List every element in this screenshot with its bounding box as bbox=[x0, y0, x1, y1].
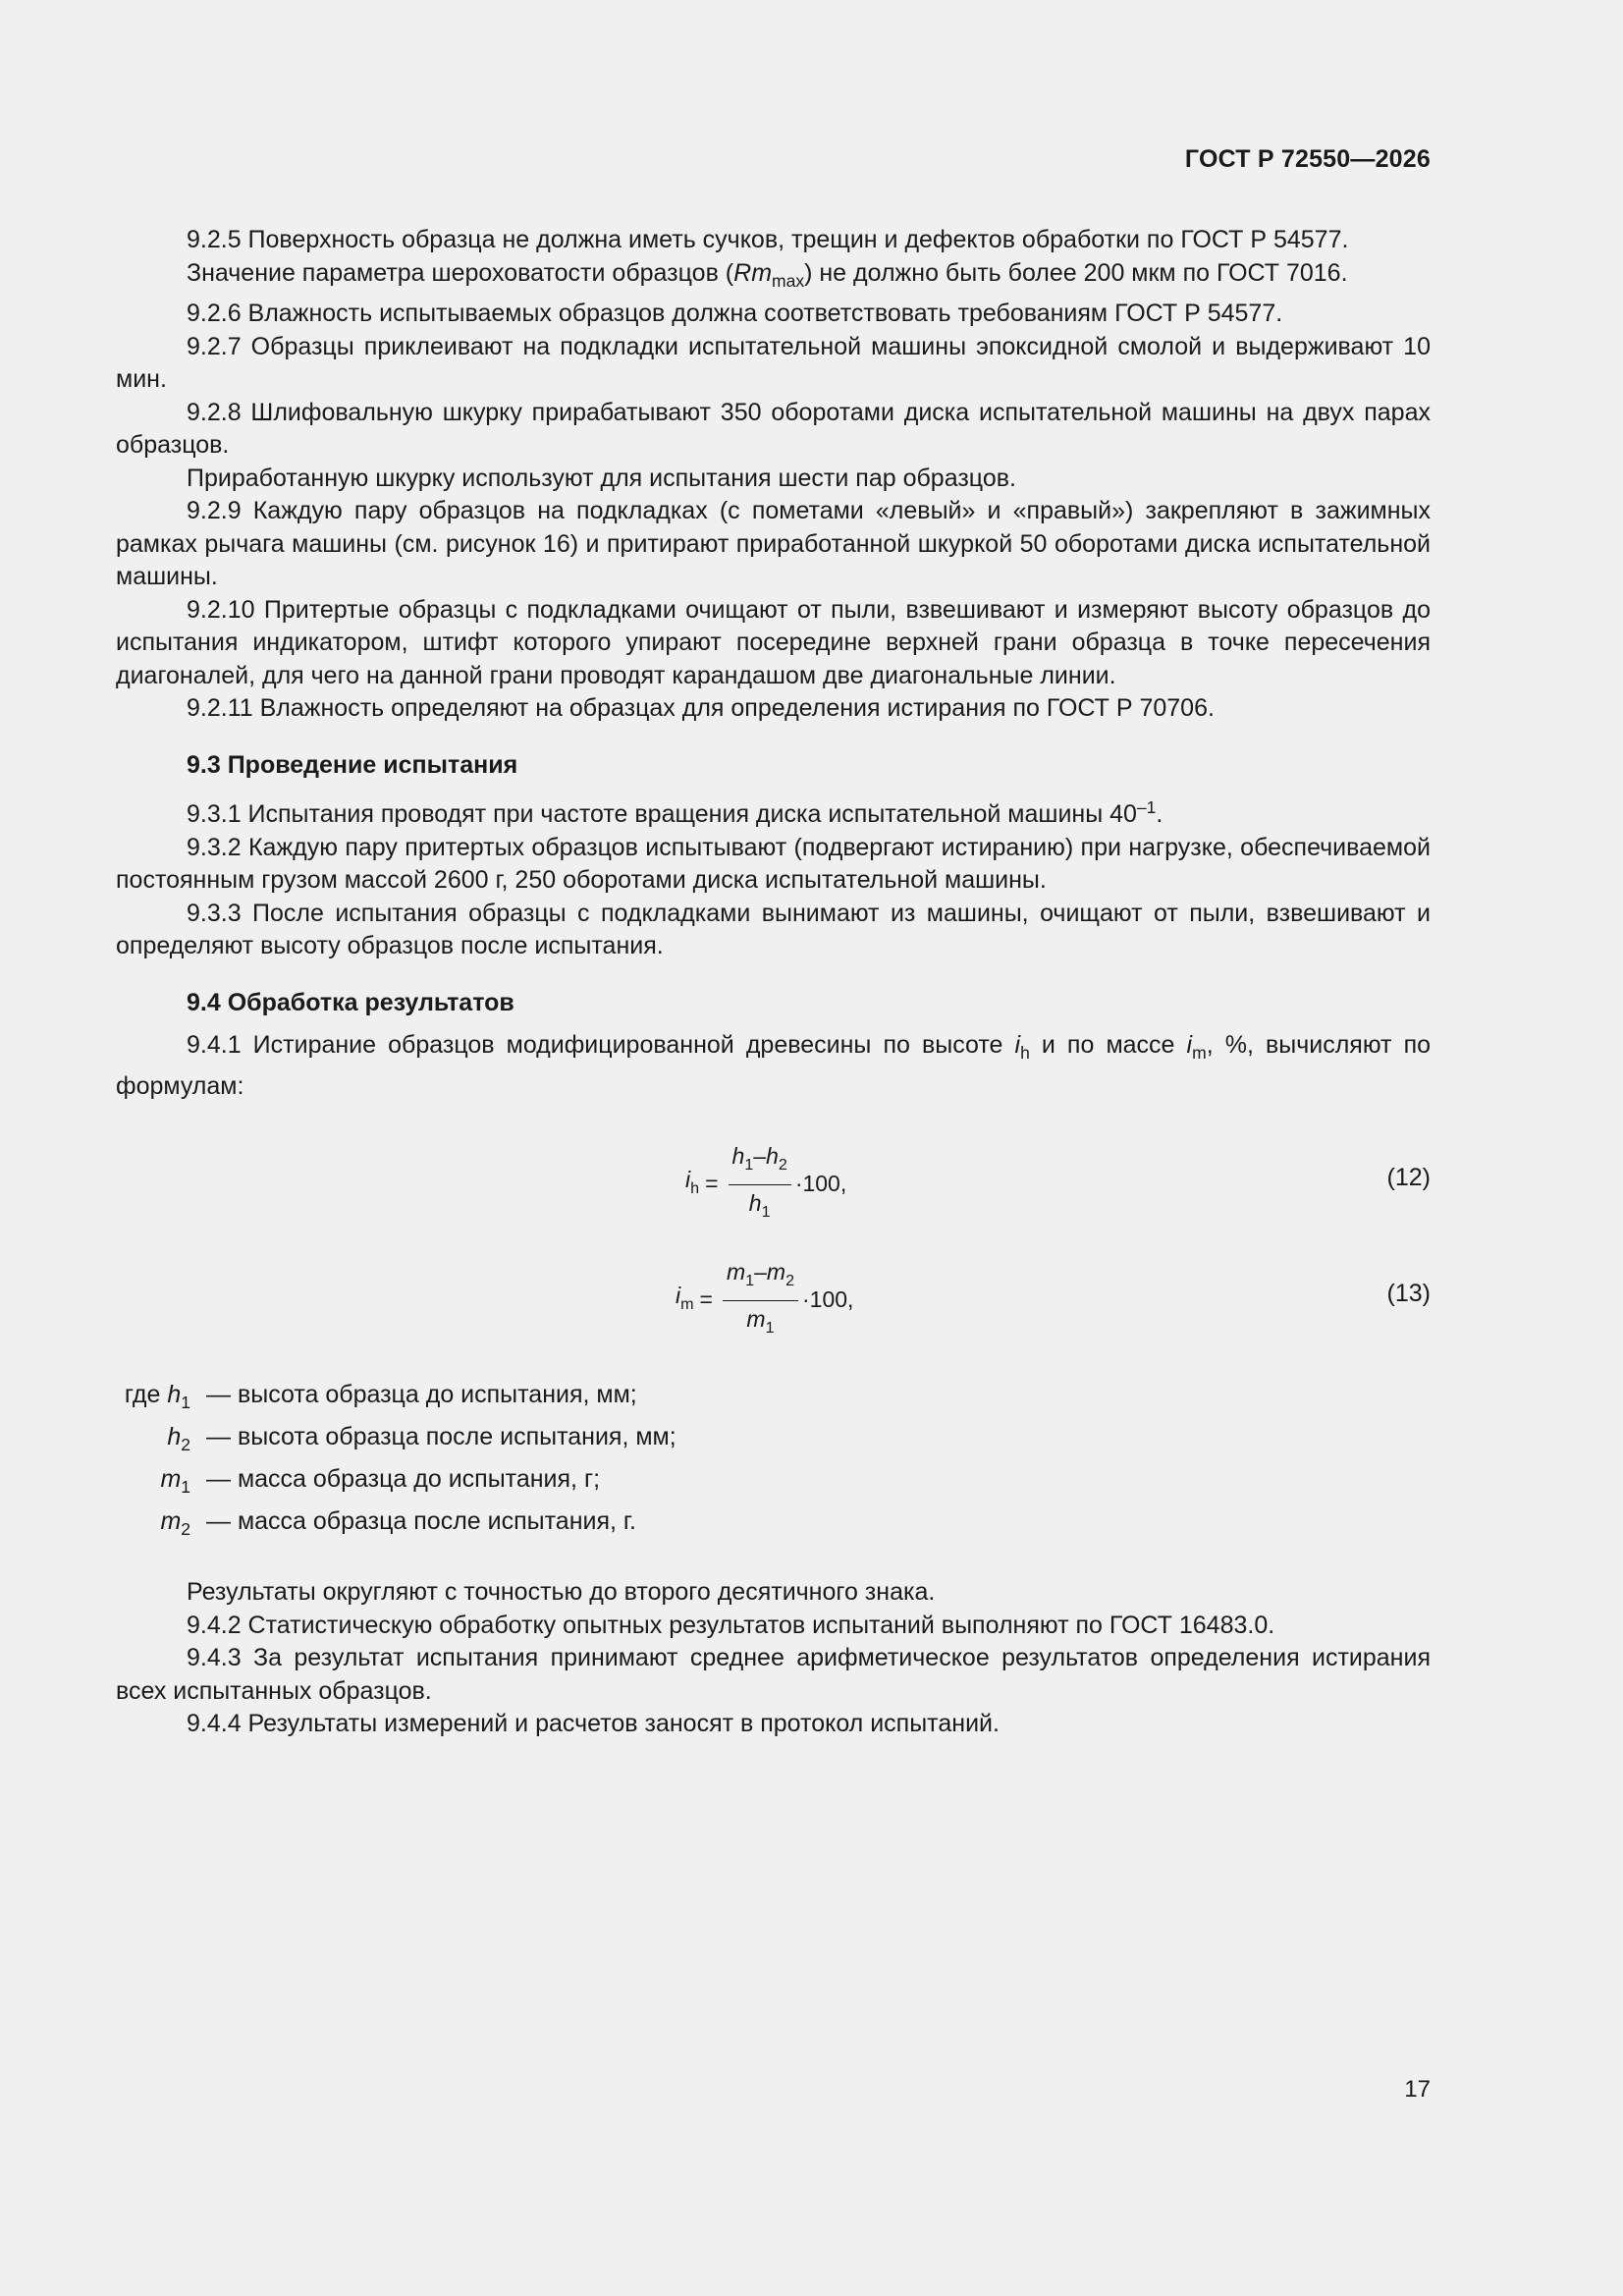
paragraph: 9.3.2 Каждую пару притертых образцов испытывают (подвергают истиранию) при нагрузке, обеспечиваемой постоянным грузом массой 2600 г, 250 оборотами диска испытательной машины. bbox=[116, 833, 1431, 894]
paragraph: 9.2.11 Влажность определяют на образцах для определения истирания по ГОСТ Р 70706. bbox=[187, 694, 1215, 722]
paragraph: 9.2.10 Притертые образцы с подкладками очищают от пыли, взвешивают и измеряют высоту образцов до испытания индикатором, штифт которого упирают посередине верхней грани образца в точке пересечения диагоналей, для чего на данной грани проводят карандашом две диагональные линии. bbox=[116, 595, 1431, 689]
section-heading: 9.3 Проведение испытания bbox=[187, 750, 518, 779]
formula-number: (13) bbox=[1386, 1280, 1431, 1307]
page-number: 17 bbox=[1404, 2076, 1431, 2103]
paragraph-roughness: Значение параметра шероховатости образцов $(Rm_{max})$ не должно быть более 200 мкм по ГОСТ 7016. bbox=[187, 258, 1348, 291]
paragraph: 9.4.2 Статистическую обработку опытных результатов испытаний выполняют по ГОСТ 16483.0. bbox=[187, 1611, 1275, 1639]
paragraph: 9.2.9 Каждую пару образцов на подкладках (с пометами «левый» и «правый») закрепляют в зажимных рамках рычага машины (см. рисунок 16) и притирают приработанной шкуркой 50 оборотами диска испытательной машины. bbox=[116, 497, 1431, 590]
fraction: $\frac{m_1-m_2}{m_1}$ bbox=[723, 1256, 798, 1344]
results-section bbox=[116, 1576, 1431, 1741]
formula-12 bbox=[116, 1136, 1431, 1225]
paragraph: 9.2.5 Поверхность образца не должна иметь сучков, трещин и дефектов обработки по ГОСТ Р 54577. bbox=[187, 226, 1349, 253]
paragraph: 9.2.6 Влажность испытываемых образцов должна соответствовать требованиям ГОСТ Р 54577. bbox=[187, 300, 1283, 327]
document-header: ГОСТ Р 72550—2026 bbox=[1184, 145, 1431, 173]
definition-item: где $h_1$ — высота образца до испытания, мм; bbox=[124, 1381, 637, 1412]
paragraph-frequency: 9.3.1 Испытания проводят при частоте вращения диска испытательной машины $40^{-1}$. bbox=[187, 797, 1163, 828]
paragraph: 9.3.3 После испытания образцы с подкладками вынимают из машины, очищают от пыли, взвешивают и определяют высоту образцов после испытания. bbox=[116, 899, 1431, 959]
formula-expression: $i_m$ = $\frac{m_1-m_2}{m_1}$ ·100, bbox=[676, 1256, 853, 1344]
paragraph: 9.2.8 Шлифовальную шкурку прирабатывают 350 оборотами диска испытательной машины на двух парах образцов. bbox=[116, 398, 1431, 459]
formula-expression: $i_h$ = $\frac{h_1-h_2}{h_1}$ ·100, bbox=[685, 1140, 846, 1229]
formula-number: (12) bbox=[1386, 1164, 1431, 1191]
paragraph-formulas-intro: 9.4.1 Истирание образцов модифицированной древесины по высоте $i_h$ и по массе $i_m$, %, вычисляют по формулам: bbox=[116, 1031, 1432, 1100]
definition-item: $h_2$ — высота образца после испытания, мм; bbox=[167, 1423, 676, 1454]
paragraph: Результаты округляют с точностью до второго десятичного знака. bbox=[187, 1578, 936, 1606]
paragraph: 9.4.4 Результаты измерений и расчетов заносят в протокол испытаний. bbox=[187, 1710, 1000, 1737]
definitions-list bbox=[116, 1378, 1431, 1547]
definition-item: $m_1$ — масса образца до испытания, г; bbox=[160, 1465, 601, 1497]
fraction: $\frac{h_1-h_2}{h_1}$ bbox=[729, 1140, 791, 1229]
document-body bbox=[116, 224, 1431, 1741]
paragraph: 9.4.3 За результат испытания принимают среднее арифметическое результатов определения истирания всех испытанных образцов. bbox=[116, 1644, 1431, 1705]
section-heading: 9.4 Обработка результатов bbox=[187, 988, 514, 1016]
formula-13 bbox=[116, 1252, 1431, 1340]
definition-item: $m_2$ — масса образца после испытания, г. bbox=[160, 1507, 636, 1539]
paragraph: Приработанную шкурку используют для испытания шести пар образцов. bbox=[187, 464, 1016, 492]
paragraph: 9.2.7 Образцы приклеивают на подкладки испытательной машины эпоксидной смолой и выдерживают 10 мин. bbox=[116, 332, 1431, 393]
